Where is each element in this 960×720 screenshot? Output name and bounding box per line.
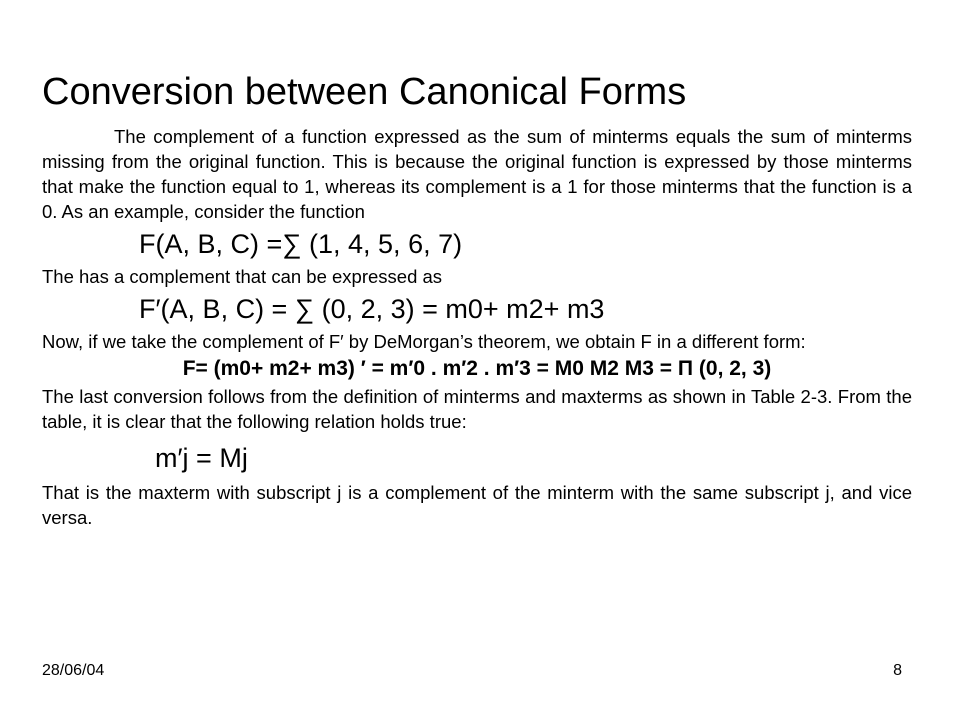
equation-function: F(A, B, C) =∑ (1, 4, 5, 6, 7) xyxy=(139,229,463,259)
paragraph-demorgan: Now, if we take the complement of F′ by DeMorgan’s theorem, we obtain F in a different form: xyxy=(42,331,806,352)
equation-relation: m′j = Mj xyxy=(155,443,248,473)
equation-complement: F′(A, B, C) = ∑ (0, 2, 3) = m0+ m2+ m3 xyxy=(139,294,605,324)
page-number: 8 xyxy=(893,662,902,679)
equation-demorgan: F= (m0+ m2+ m3) ′ = m′0 . m′2 . m′3 = M0 M2 M3 = Π (0, 2, 3) xyxy=(182,357,772,380)
paragraph-conclusion: That is the maxterm with subscript j is a complement of the minterm with the same subscript j, and vice versa. xyxy=(42,482,912,528)
paragraph-conversion: The last conversion follows from the definition of minterms and maxterms as shown in Table 2-3. From the table, it is clear that the following relation holds true: xyxy=(42,386,912,432)
paragraph-complement: The has a complement that can be expressed as xyxy=(42,266,443,287)
paragraph-intro: The complement of a function expressed as the sum of minterms equals the sum of minterms missing from the original function. This is because the original function is expressed by those minterms that make the function equal to 1, whereas its complement is a 1 for those minterms that the function is a 0. As an example, consider the function xyxy=(42,126,912,222)
footer-date: 28/06/04 xyxy=(42,662,105,679)
slide-title: Conversion between Canonical Forms xyxy=(42,71,687,113)
slide-body xyxy=(42,124,912,530)
